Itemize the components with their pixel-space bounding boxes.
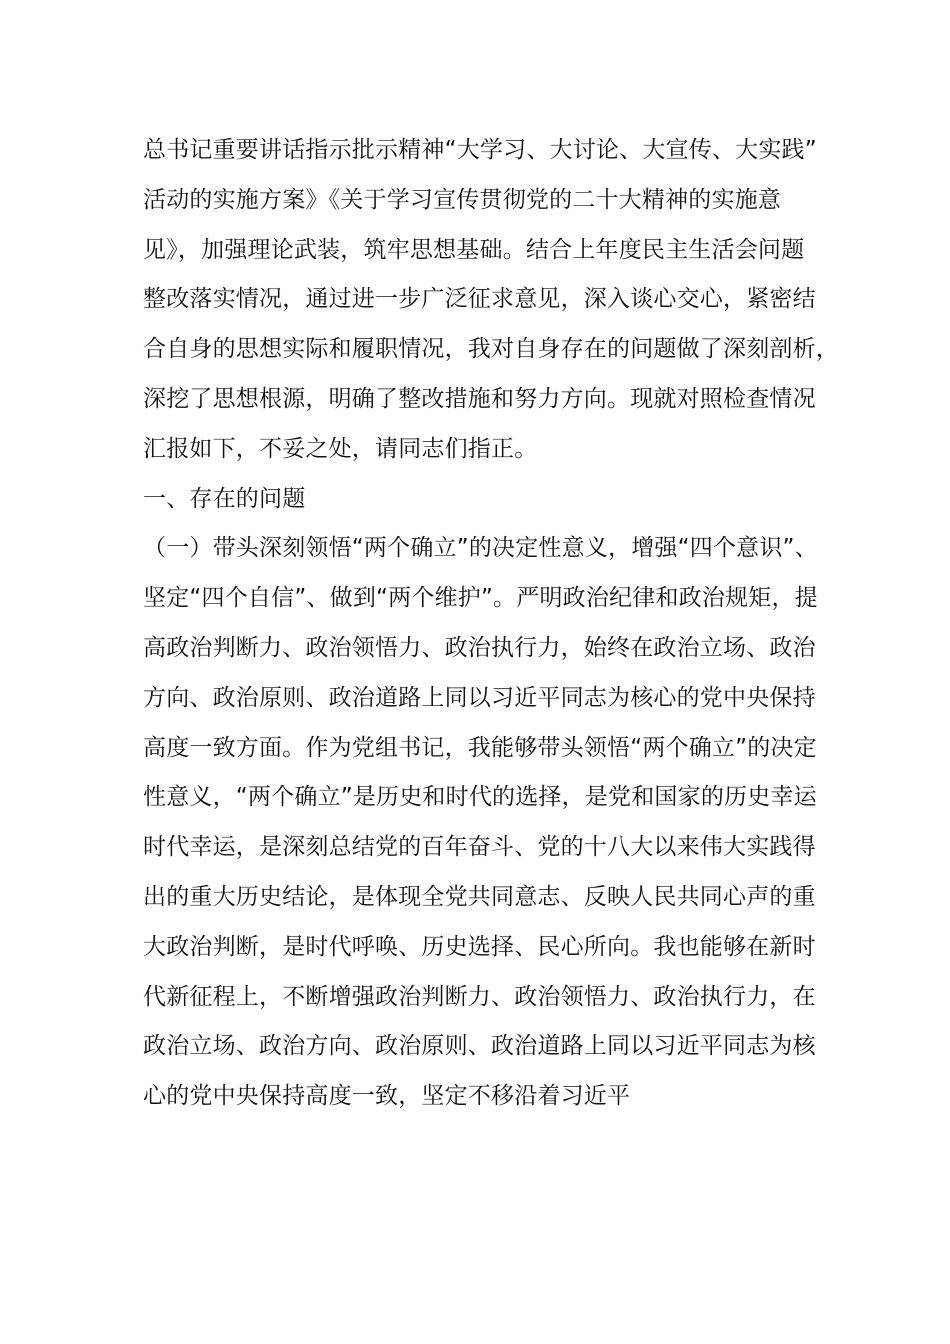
paragraph-line: 政治立场、政治方向、政治原则、政治道路上同以习近平同志为核 — [143, 1033, 816, 1060]
paragraph-line: 总书记重要讲话指示批示精神“大学习、大讨论、大宣传、大实践” — [143, 137, 817, 163]
paragraph-line: 大政治判断，是时代呼唤、历史选择、民心所向。我也能够在新时 — [143, 933, 816, 960]
paragraph-line: 整改落实情况，通过进一步广泛征求意见，深入谈心交心，紧密结 — [143, 286, 816, 313]
paragraph-line: 汇报如下，不妥之处，请同志们指正。 — [143, 435, 538, 462]
paragraph-line: 合自身的思想实际和履职情况，我对自身存在的问题做了深刻剖析， — [143, 336, 839, 363]
paragraph-line: 代新征程上，不断增强政治判断力、政治领悟力、政治执行力，在 — [143, 983, 816, 1010]
paragraph-line: 心的党中央保持高度一致，坚定不移沿着习近平 — [143, 1083, 631, 1110]
paragraph-line: 坚定“四个自信”、做到“两个维护”。严明政治纪律和政治规矩，提 — [143, 585, 818, 612]
paragraph-line: 高政治判断力、政治领悟力、政治执行力，始终在政治立场、政治 — [143, 635, 816, 661]
paragraph-line: 时代幸运，是深刻总结党的百年奋斗、党的十八大以来伟大实践得 — [143, 834, 816, 861]
paragraph-line: 性意义，“两个确立”是历史和时代的选择，是党和国家的历史幸运 — [143, 784, 817, 811]
paragraph-line: （一）带头深刻领悟“两个确立”的决定性意义，增强“四个意识”、 — [143, 535, 818, 562]
paragraph-line: 深挖了思想根源，明确了整改措施和努力方向。现就对照检查情况 — [143, 386, 816, 412]
paragraph-line: 方向、政治原则、政治道路上同以习近平同志为核心的党中央保持 — [143, 684, 816, 711]
paragraph-line: 见》，加强理论武装，筑牢思想基础。结合上年度民主生活会问题 — [143, 236, 805, 263]
paragraph-line: 活动的实施方案》《关于学习宣传贯彻党的二十大精神的实施意 — [143, 186, 782, 213]
paragraph-line: 出的重大历史结论，是体现全党共同意志、反映人民共同心声的重 — [143, 884, 816, 910]
section-heading: 一、存在的问题 — [143, 485, 306, 512]
paragraph-line: 高度一致方面。作为党组书记，我能够带头领悟“两个确立”的决定 — [143, 734, 817, 761]
